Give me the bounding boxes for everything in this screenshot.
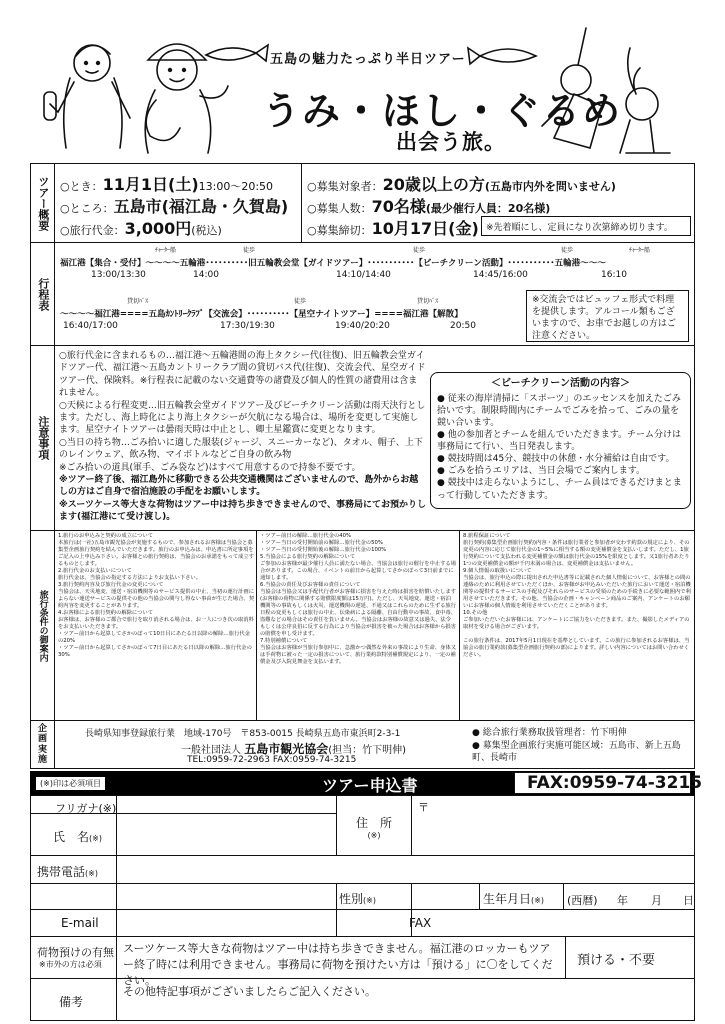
beach-item-3: ● 競技時間は45分、競技中の休憩・水分補給は自由です。 — [437, 454, 675, 465]
planner-label: 企画実施 — [30, 721, 55, 769]
birthday-label: 生年月日(※) — [483, 892, 544, 906]
address-label: 住 所 (※) — [356, 816, 393, 840]
time-2: 14:00 — [193, 270, 219, 280]
time-3: 14:10/14:40 — [336, 270, 391, 280]
note-included: ○旅行代金に含まれるもの…福江港〜五輪港間の海上タクシー代(往復)、旧五輪教会堂ガイドツアー代、福江港〜五島カントリークラブ間の貸切バス代(往復)、交流会代、星空ガイドツアー代、保険料。※行程表に記載のない交通費等の諸費及び個人的性質の諸費用は含まれません。 — [59, 351, 426, 399]
conditions-label: 旅行条件の御案内 — [30, 531, 55, 721]
gender-label: 性別(※) — [339, 892, 376, 906]
remarks-label: 備考 — [59, 995, 84, 1009]
itinerary-row-1: 福江港【集合・受付】〜〜〜〜五輪港･･････････旧五輪教会堂【ガイドツアー】･･･････････【ビーチクリーン活動】･･･････････五輪港〜〜〜 — [60, 258, 606, 269]
beach-item-2: ● 他の参加者とチームを組んでいただきます。チーム分けは事務局にて行い、当日発表します。 — [437, 429, 682, 453]
furigana-label: フリガナ(※) — [55, 802, 117, 815]
planner-section — [55, 721, 695, 769]
note-weather: ○天候による行程変更…旧五輪教会堂ガイドツアー及びビーチクリーン活動は雨天決行とします。ただし、海上時化により海上タクシーが欠航になる場合は、場所を変更して実施します。星空ナイトツアーは曇雨天時は中止とし、卿土星鑑賞に変更となります。 — [59, 400, 426, 436]
luggage-choice[interactable]: 預ける・不要 — [577, 953, 656, 968]
tour-tagline: 出会う旅。 — [396, 130, 506, 154]
tour-capacity: ○募集人数：70名様(最少催行人員：20名様) — [307, 197, 551, 216]
form-fax: FAX:0959-74-3215 — [514, 772, 691, 794]
transport-walk-3: 徒歩 — [561, 247, 574, 254]
name-input[interactable] — [118, 815, 334, 854]
overview-section — [55, 163, 695, 243]
itinerary-label: 行程表 — [30, 243, 55, 346]
note-lodging: ※ツアー終了後、福江島外に移動できる公共交通機関はございませんので、島外からお越しの方はご自身で宿泊施設の手配をお願いします。 — [59, 475, 419, 498]
time-7: 17:30/19:30 — [220, 321, 275, 331]
planner-contact: TEL:0959-72-2963 FAX:0959-74-3215 — [187, 755, 357, 765]
notes-section — [55, 346, 695, 531]
itinerary-note: ※交流会ではビュッフェ形式で料理を提供します。アルコール類もございますので、お車でお越しの方はご注意ください。 — [526, 290, 689, 342]
planner-area: ● 募集型企画旅行実施可能区域：五島市、新上五島町、長崎市 — [472, 740, 681, 764]
mobile-label: 携帯電話(※) — [37, 865, 98, 879]
time-4: 14:45/16:00 — [473, 270, 528, 280]
mobile-input[interactable] — [118, 857, 693, 882]
transport-charter-2: ﾁｬｰﾀｰ船 — [629, 247, 651, 254]
luggage-sublabel: ※市外の方は必須 — [39, 960, 102, 969]
tour-deadline: ○募集締切：10月17日(金) — [307, 219, 479, 238]
deadline-note: ※先着順にし、定員になり次第締め切ります。 — [481, 216, 691, 236]
itinerary-row-2: 〜〜〜〜福江港====五島ｶﾝﾄﾘｰｸﾗﾌﾞ【交流会】･･････････【星空ナイトツアー】====福江港【解散】 — [60, 309, 463, 320]
fax-label: FAX — [409, 916, 432, 930]
fax-input[interactable] — [451, 911, 693, 935]
form-grid — [30, 795, 695, 1021]
tour-place: ○ところ：五島市(福江島・久賀島) — [60, 197, 289, 216]
beach-item-4: ● ごみを拾うエリアは、当日会場でご案内します。 — [437, 466, 646, 477]
planner-right — [472, 727, 692, 765]
required-badge: (※)印は必須項目 — [36, 777, 105, 790]
birthday-day: 日 — [683, 894, 694, 907]
beach-clean-box — [430, 372, 691, 509]
planner-manager: ● 総合旅行業務取扱管理者：竹下明伸 — [472, 728, 627, 738]
address-input[interactable] — [413, 797, 693, 854]
remarks-input[interactable] — [118, 980, 693, 1020]
transport-walk-4: 徒歩 — [294, 298, 307, 305]
luggage-label: 荷物預けの有無 — [37, 946, 114, 959]
note-belongings: ○当日の持ち物…ごみ拾いに適した服装(ジャージ、スニーカーなど)、タオル、帽子、上下のレインウェア、飲み物、マイボトルなどご自身の飲み物 — [59, 437, 423, 461]
tour-subtitle: 五島の魅力たっぷり半日ツアー — [270, 52, 466, 67]
email-input[interactable] — [118, 911, 334, 935]
note-tools: ※ごみ拾いの道具(軍手、ごみ袋など)はすべて用意するので持参不要です。 — [59, 462, 361, 473]
birthday-month: 月 — [651, 894, 662, 907]
tour-price: ○旅行代金：3,000円(税込) — [60, 219, 222, 238]
transport-bus-2: 貸切ﾊﾞｽ — [417, 298, 439, 305]
time-9: 20:50 — [450, 321, 476, 331]
postal-mark: 〒 — [418, 801, 429, 814]
tour-date: ○とき：11月1日(土)13:00〜20:50 — [60, 175, 274, 194]
planner-org: 一般社団法人 五島市観光協会(担当：竹下明伸) — [181, 742, 407, 756]
form-title: ツアー申込書 — [322, 776, 418, 795]
flyer-header — [30, 8, 695, 158]
conditions-col-2: ・ツアー前日の解除…旅行代金の40% ・ツアー当日の受付開始前の解除…旅行代金の50% ・ツアー当日の受付開始後の解除…旅行代金の100% 5.当協会による旅行契約の解除について ご参加のお客様が最少催行人員に満たない場合、当協会は旅行の催行を中止する場合があります。この場合、イベントの前日から起算してさかのぼって3日前までに通知します。 6.当協会の責任及びお客様の責任について 当協会は当協会又は手配代行者がお客様に損害を与えた時は損害を賠償いたします(お客様の荷物に関係する賠償限度額は15万円)。ただし、天災地変、運送・宿泊機関等の事故もしくは火災、運送機関の遅延、不通又はこれらのために生ずる旅行日程の変更もしくは旅行の中止、伝染病による隔離、自由行動中の事故、食中毒、盗難などの場合はその責任を負いません。当協会はお客様の故意又は過失、法令もしくは公序良俗に反する行為により当協会が損害を被った場合はお客様から損害の賠償を申し受けます。 7.特別補償について 当協会はお客様が当旅行参加中に、急激かつ偶然な外来の事故により生命、身体又は手荷物に被った一定の損害について、旅行業約款特別補償規定により、一定の補償金及び入院見舞金を支払います。 — [260, 533, 456, 665]
planner-registration: 長崎県知事登録旅行業 地域-170号 〒853-0015 長崎県五島市東浜町2-3-1 — [85, 729, 401, 739]
beach-item-5: ● 競技中は走らないようにし、チーム員はできるだけまとまって行動していただきます。 — [437, 478, 682, 501]
tour-title: うみ・ほし・ぐるめ — [262, 89, 623, 133]
name-label: 氏 名(※) — [53, 830, 102, 844]
empty-cell — [118, 885, 334, 908]
time-5: 16:10 — [601, 270, 627, 280]
tour-target: ○募集対象者：20歳以上の方(五島市内外を問いません) — [307, 175, 616, 194]
notes-label: 注意事項 — [30, 346, 55, 531]
transport-walk-1: 徒歩 — [243, 247, 256, 254]
conditions-col-3: 8.旅程保証について 旅行契約(募集型企画旅行契約)内容・条件は旅行業者と参加者が交わす約款の規定により、その変更の内容に応じて旅行代金の1~5%に相当する額の変更補償金を支払いします。ただし、1旅行契約について支払われる変更補償金の額は旅行代金の15%を限度とします。又1旅行者あたり1つの変更補償金の額が千円未満の場合は、変更補償金は支払いません。 9.個人情報の取扱いについて 当協会は、旅行申込の際に提出された申込書等に記載された個人情報について、お客様との間の連絡のために利用させていただくほか、お客様がお申込みいただいた旅行において運送・宿泊機関等の提供するサービスの手配及びそれらのサービスの受領のための手続きに必要な範囲内で利用させていただきます。その他、当協会の企画・キャンペーン商品のご案内、アンケートのお願いにお客様の個人情報を利用させていただくことがあります。 10.その他 ご参加いただいたお客様には、アンケートにご協力をいただきます。また、撮影したメディアの取材を受ける場合がございます。 この旅行条件は、2017年5月1日現在を基準としています。この旅行に参加されるお客様は、当協会の旅行業約款(募集型企画旅行契約の部)によります。詳しい内容についてはお問い合わせください。 — [463, 533, 691, 658]
note-luggage: ※スーツケース等大きな荷物はツアー中は持ち歩きできませんので、事務局にてお預かりします(福江港にて受け渡し)。 — [59, 499, 426, 523]
email-label: E-mail — [61, 916, 99, 930]
beach-item-1: ● 従来の海岸清掃に「スポーツ」のエッセンスを加えたごみ拾いです。制限時間内にチームでごみを拾って、ごみの量を競い合います。 — [437, 393, 681, 428]
transport-charter-1: ﾁｬｰﾀｰ船 — [155, 247, 177, 254]
transport-bus-1: 貸切ﾊﾞｽ — [127, 298, 149, 305]
conditions-section — [55, 531, 695, 721]
time-1: 13:00/13:30 — [91, 270, 146, 280]
time-8: 19:40/20:20 — [335, 321, 390, 331]
beach-clean-title: ＜ビーチクリーン活動の内容＞ — [491, 378, 630, 389]
birthday-era: (西暦) — [567, 894, 598, 907]
time-6: 16:40/17:00 — [63, 321, 118, 331]
birthday-year: 年 — [617, 894, 628, 907]
furigana-input[interactable] — [118, 797, 334, 812]
transport-walk-2: 徒歩 — [413, 247, 426, 254]
remarks-hint: その他特記事項がございましたらご記入ください。 — [123, 985, 376, 998]
itinerary-section — [55, 243, 695, 346]
luggage-text: スーツケース等大きな荷物はツアー中は持ち歩きできません。福江港のロッカーもツアー終了時には利用できません。事務局に荷物を預けたい方は「預ける」に〇をしてください。 — [123, 942, 553, 987]
form-header-bar — [30, 771, 703, 795]
application-form — [30, 771, 703, 1009]
notes-list — [59, 350, 426, 524]
conditions-col-1: 1.旅行のお申込みと契約の成立について 本旅行は(一社)五島市観光協会が実施するもので、参加されるお客様は当協会と募集型企画旅行契約を結んでいただきます。旅行のお申込みは、申込書に所定事項をご記入の上申込み下さい。お客様との旅行契約は、当協会のお承諾をもって成立するものとします。 2.旅行代金のお支払いについて 旅行代金は、当協会の指定する方法によりお支払い下さい。 3.旅行契約内容及び旅行代金の変更について 当協会は、天災地変、運送・宿泊機関等のサービス提供の中止、当初の運行計画によらない運送サービスの提供その他の当協会の関与し得ない事由が生じた場合、契約内容を変更することがあります。 4.お客様による旅行契約の解除について お客様は、お客様のご都合で旅行を取り消される場合は、お一人につき次の取消料をお支払いいただきます。 ・ツアー前日から起算してさかのぼって10日目にあたる日以降の解除…旅行代金の20% ・ツアー前日から起算してさかのぼって7日目にあたる日以降の解除…旅行代金の30% — [58, 533, 254, 658]
overview-label: ツアー概要 — [30, 163, 55, 243]
gender-input[interactable] — [413, 885, 477, 908]
